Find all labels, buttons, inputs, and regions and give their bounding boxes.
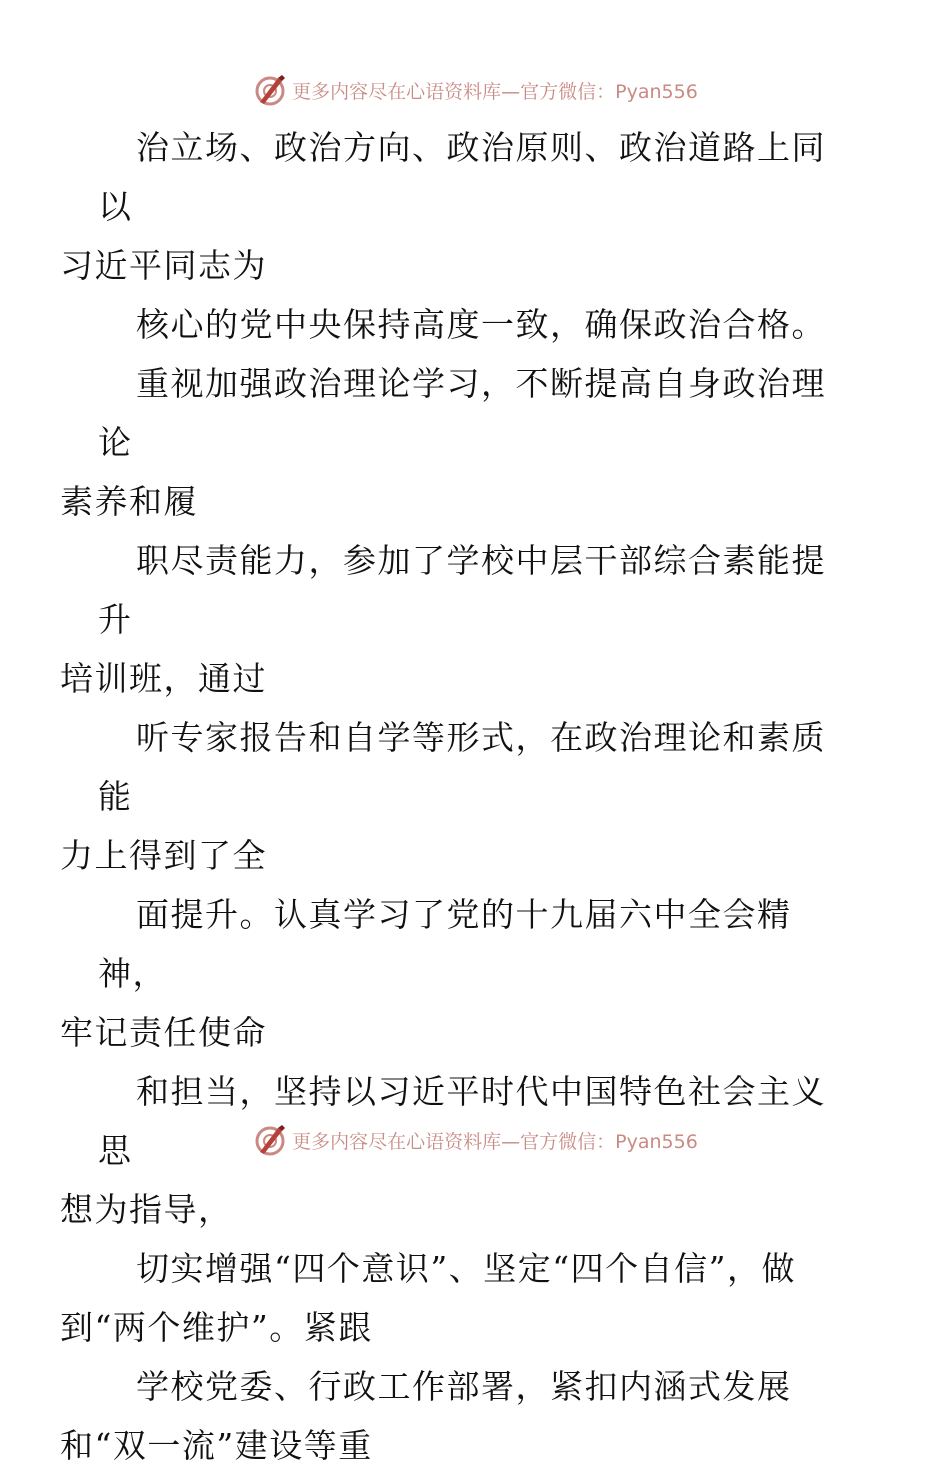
paragraph	[60, 885, 858, 1062]
text-line: 学校党委、行政工作部署，紧扣内涵式发展	[136, 1367, 792, 1406]
text-line: 听专家报告和自学等形式，在政治理论和素质能	[98, 718, 826, 816]
text-line: 治立场、政治方向、政治原则、政治道路上同以	[98, 128, 826, 226]
watermark-header	[0, 70, 950, 110]
text-line: 切实增强“四个意识”、坚定“四个自信”，做	[136, 1249, 796, 1288]
text-line: 习近平同志为	[60, 246, 267, 285]
text-line: 力上得到了全	[60, 836, 267, 875]
text-line: 到“两个维护”。紧跟	[60, 1308, 373, 1347]
watermark-text: 更多内容尽在心语资料库—官方微信：Pyan556	[292, 80, 698, 103]
paragraph	[98, 295, 858, 354]
watermark-footer	[0, 1120, 950, 1160]
paragraph	[60, 531, 858, 708]
paragraph	[60, 708, 858, 885]
paragraph	[60, 1239, 858, 1357]
pen-logo-icon	[252, 1122, 288, 1158]
text-line: 素养和履	[60, 482, 198, 521]
text-line: 核心的党中央保持高度一致，确保政治合格。	[136, 305, 826, 344]
text-line: 职尽责能力，参加了学校中层干部综合素能提升	[98, 541, 826, 639]
document-body	[60, 118, 858, 1475]
text-line: 和“双一流”建设等重	[60, 1426, 373, 1465]
text-line: 和担当，坚持以习近平时代中国特色社会主义思	[98, 1072, 826, 1170]
watermark-text: 更多内容尽在心语资料库—官方微信：Pyan556	[292, 1130, 698, 1153]
text-line: 牢记责任使命	[60, 1013, 267, 1052]
paragraph	[60, 118, 858, 295]
text-line: 想为指导，	[60, 1190, 233, 1229]
text-line: 培训班，通过	[60, 659, 267, 698]
paragraph	[60, 1357, 858, 1475]
text-line: 面提升。认真学习了党的十九届六中全会精神，	[98, 895, 792, 993]
text-line: 重视加强政治理论学习，不断提高自身政治理论	[98, 364, 826, 462]
pen-logo-icon	[252, 72, 288, 108]
paragraph	[60, 354, 858, 531]
